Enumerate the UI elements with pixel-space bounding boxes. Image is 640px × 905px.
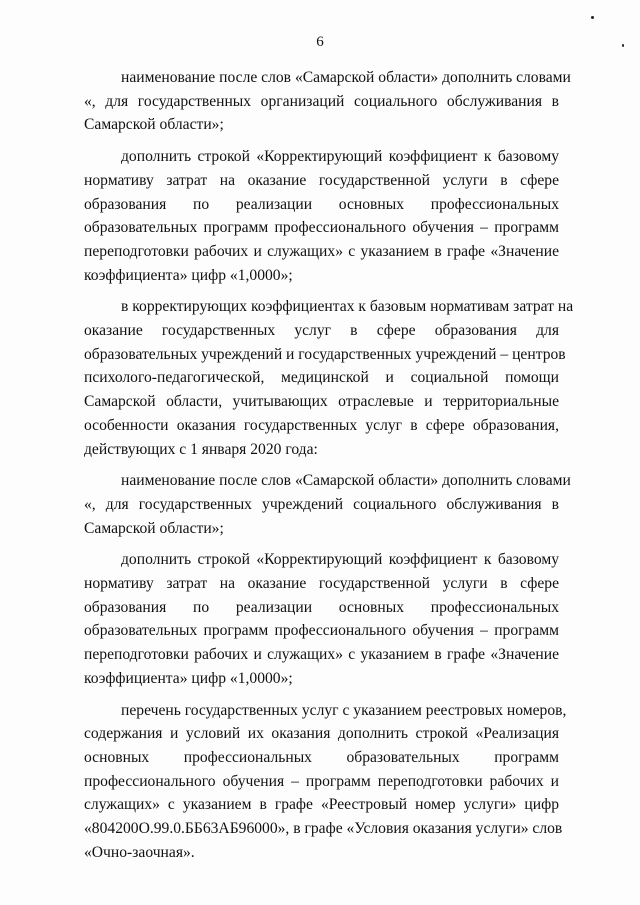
paragraph-line: коэффициента» цифр «1,0000»;: [84, 266, 293, 284]
paragraph-line: оказание государственных услуг в сфере образования для: [84, 322, 559, 340]
paragraph-line: основных профессиональных образовательных программ: [84, 748, 559, 766]
paragraph-line: профессионального обучения – программ переподготовки рабочих и: [84, 772, 559, 790]
paragraph-line: особенности оказания государственных услуг в сфере образования,: [84, 416, 559, 434]
paragraph-line: «Очно-заочная».: [84, 843, 195, 861]
paragraph-line: дополнить строкой «Корректирующий коэффициент к базовому: [121, 551, 559, 569]
paragraph: [84, 469, 571, 540]
paragraph-line: наименование после слов «Самарской области» дополнить словами: [121, 472, 571, 490]
paragraph-line: образовательных программ профессионального обучения – программ: [84, 622, 559, 640]
paragraph-line: коэффициента» цифр «1,0000»;: [84, 669, 293, 687]
paragraph-line: Самарской области»;: [84, 116, 224, 134]
paragraph-line: «804200О.99.0.ББ63АБ96000», в графе «Условия оказания услуги» слов: [84, 820, 563, 838]
scan-speck: [622, 44, 624, 47]
paragraph: [84, 66, 571, 137]
paragraph-line: дополнить строкой «Корректирующий коэффициент к базовому: [121, 148, 559, 166]
document-body: [84, 66, 574, 865]
paragraph-line: психолого-педагогической, медицинской и социальной помощи: [84, 369, 559, 387]
paragraph: [84, 295, 574, 461]
paragraph-line: нормативу затрат на оказание государственной услуги в сфере: [84, 575, 559, 593]
paragraph: [84, 699, 567, 865]
paragraph-line: Самарской области, учитывающих отраслевые и территориальные: [84, 393, 559, 411]
paragraph-line: содержания и условий их оказания дополнить строкой «Реализация: [84, 725, 559, 743]
scan-speck: [591, 16, 594, 19]
paragraph-line: наименование после слов «Самарской области» дополнить словами: [121, 69, 571, 86]
paragraph-line: образовательных учреждений и государственных учреждений – центров: [84, 345, 566, 363]
paragraph: [84, 548, 559, 690]
paragraph-line: Самарской области»;: [84, 519, 224, 537]
paragraph-line: «, для государственных учреждений социального обслуживания в: [84, 495, 559, 513]
paragraph-line: служащих» с указанием в графе «Реестровый номер услуги» цифр: [84, 796, 559, 814]
paragraph-line: перечень государственных услуг с указанием реестровых номеров,: [121, 701, 567, 719]
paragraph-line: переподготовки рабочих и служащих» с указанием в графе «Значение: [84, 646, 559, 664]
paragraph-line: переподготовки рабочих и служащих» с указанием в графе «Значение: [84, 242, 559, 260]
paragraph-line: образования по реализации основных профессиональных: [84, 598, 559, 616]
paragraph-line: образовательных программ профессионального обучения – программ: [84, 219, 559, 237]
page-number: 6: [316, 34, 324, 50]
paragraph-line: образования по реализации основных профессиональных: [84, 195, 559, 213]
paragraph-line: действующих с 1 января 2020 года:: [84, 440, 318, 458]
paragraph-line: «, для государственных организаций социального обслуживания в: [84, 92, 559, 110]
paragraph: [84, 145, 559, 287]
paragraph-line: в корректирующих коэффициентах к базовым нормативам затрат на: [121, 298, 574, 316]
paragraph-line: нормативу затрат на оказание государственной услуги в сфере: [84, 171, 559, 189]
